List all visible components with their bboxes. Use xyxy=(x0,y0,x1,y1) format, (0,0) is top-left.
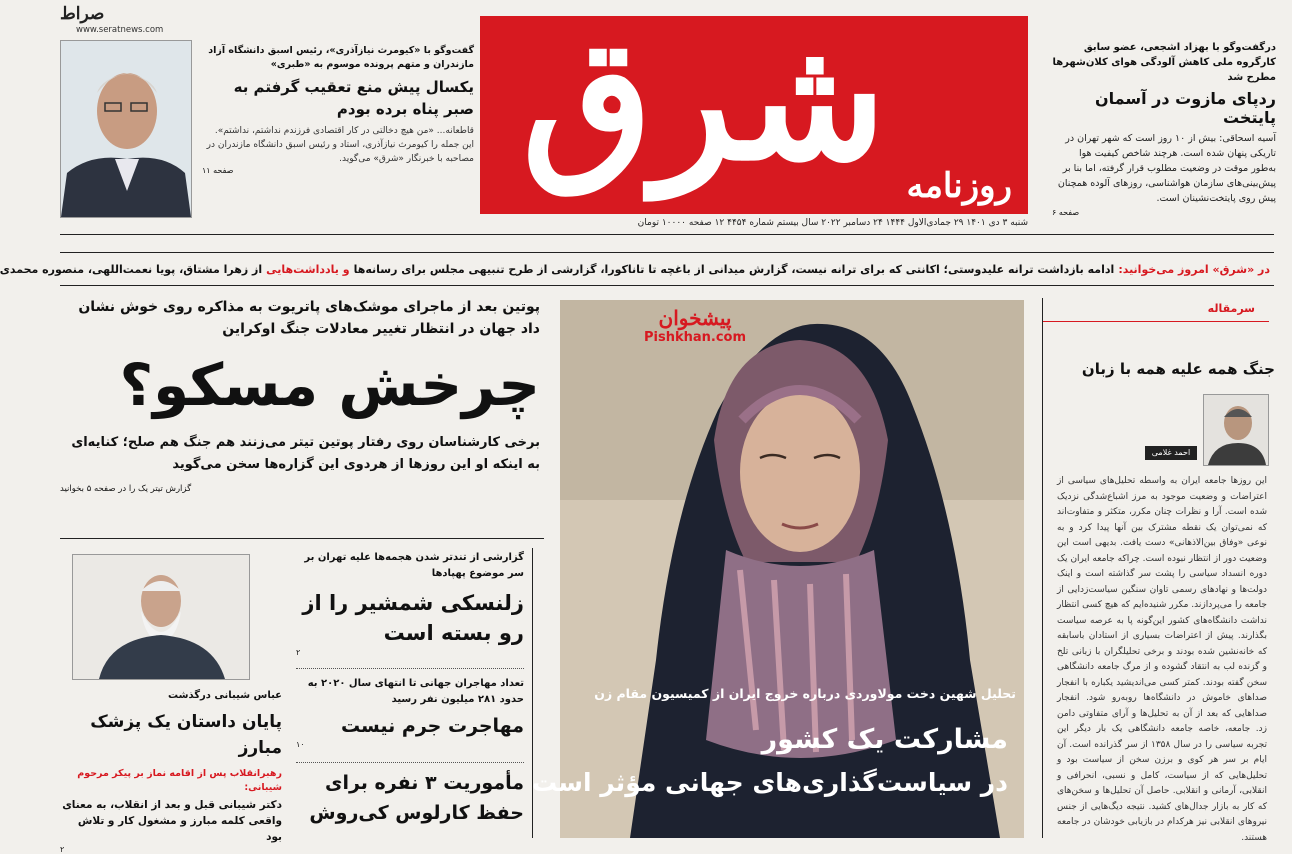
brief-item[interactable] xyxy=(296,550,524,657)
story-headline: یکسال پیش منع تعقیب گرفتم به صبر پناه برده بودم xyxy=(233,78,474,118)
cover-photo xyxy=(531,300,1024,838)
story-body: قاطعانه... «من هیچ دخالتی در کار اقتصادی فرزندم نداشتم، نداشتم». این جمله را کیومرث نیازآذری، استاد و رئیس اسبق دانشگاه مازندران در مصاحبه با خبرنگار «شرق» می‌گوید. xyxy=(206,126,474,164)
portrait-photo xyxy=(60,40,192,218)
today-label2: و یادداشت‌هایی xyxy=(266,262,350,276)
author-name: احمد غلامی xyxy=(1145,446,1197,460)
main-story[interactable] xyxy=(60,296,544,532)
photo-kicker: تحلیل شهین دخت مولاوردی درباره خروج ایران از کمیسیون مقام زن xyxy=(594,686,1016,701)
obituary-headline: پایان داستان یک پزشک مبارز xyxy=(90,712,282,758)
brief-page: ۱۰ xyxy=(296,740,305,749)
author-photo xyxy=(1203,394,1269,466)
story-page: صفحه ۶ xyxy=(1052,208,1080,217)
obituary-photo xyxy=(72,554,250,680)
today-text2: از زهرا مشتاق، پویا نعمت‌اللهی، منصوره محمدی xyxy=(0,262,263,276)
brief-headline: مأموریت ۳ نفره برای حفظ کارلوس کی‌روش xyxy=(309,772,524,824)
date-line: شنبه ۳ دی ۱۴۰۱ ۲۹ جمادی‌الاول ۱۴۴۴ ۲۴ دسامبر ۲۰۲۲ سال بیستم شماره ۴۴۵۴ ۱۲ صفحه ۱۰۰۰۰ تومان xyxy=(637,218,1028,228)
editorial-headline: جنگ همه علیه همه با زبان xyxy=(1081,360,1275,378)
brief-kicker: تعداد مهاجران جهانی تا انتهای سال ۲۰۲۰ به حدود ۲۸۱ میلیون نفر رسید xyxy=(307,678,524,705)
story-kicker: درگفت‌وگو با بهزاد اشجعی، عضو سابق کارگروه ملی کاهش آلودگی هوای کلان‌شهرها مطرح شد xyxy=(1052,42,1276,83)
watermark-site: www.seratnews.com xyxy=(76,25,164,35)
watermark xyxy=(46,4,186,36)
editorial-column[interactable] xyxy=(1042,298,1275,843)
brief-item[interactable] xyxy=(296,676,524,749)
today-label: در «شرق» امروز می‌خوانید: xyxy=(1118,262,1270,276)
brief-headline: مهاجرت جرم نیست xyxy=(340,715,524,737)
top-left-story[interactable] xyxy=(202,44,474,224)
cover-watermark xyxy=(640,306,750,345)
main-credit: گزارش تیتر یک را در صفحه ۵ بخوانید xyxy=(60,484,192,494)
divider xyxy=(296,762,524,763)
obituary-kicker: عباس شیبانی درگذشت xyxy=(168,690,282,701)
brief-item[interactable] xyxy=(296,768,524,828)
photo-headline-1: مشارکت یک کشور xyxy=(761,724,1008,755)
masthead-logo: شرق xyxy=(522,0,886,198)
story-body: آسیه اسحاقی: بیش از ۱۰ روز است که شهر تهران در تاریکی پنهان شده است. هرچند شاخص کیفیت هوا به‌طور موقت در وضعیت مطلوب قرار گرفته، اما بنا بر پیش‌بینی‌های سازمان هواشناسی، روزهای آلوده همچنان پیش روی پایتخت‌نشینان است. xyxy=(1057,133,1276,204)
brief-page: ۲ xyxy=(296,648,301,657)
obituary-page: ۲ xyxy=(60,845,65,854)
story-headline: ردپای مازوت در آسمان پایتخت xyxy=(1095,89,1276,127)
top-right-story[interactable] xyxy=(1052,40,1276,220)
editorial-section: سرمقاله xyxy=(1043,298,1269,322)
divider xyxy=(60,538,544,539)
brief-column xyxy=(292,548,533,838)
photo-headline-2: در سیاست‌گذاری‌های جهانی مؤثر است xyxy=(531,768,1008,797)
photo-story[interactable] xyxy=(531,300,1024,838)
watermark-brand: صراط xyxy=(60,4,105,24)
brief-headline: زلنسکی شمشیر را از رو بسته است xyxy=(302,591,524,645)
divider xyxy=(60,234,1274,235)
obituary-red-line: رهبرانقلاب پس از اقامه نماز بر پیکر مرحوم شیبانی: xyxy=(77,768,282,793)
obituary-body: دکتر شیبانی قبل و بعد از انقلاب، به معنای واقعی کلمه مبارز و مشغول کار و تلاش بود xyxy=(62,799,282,843)
today-text: ادامه بازداشت ترانه علیدوستی؛ اکانتی که برای ترانه نیست، گزارش میدانی از باغچه تا تاناکورا، گزارشی از طرح تنبیهی مجلس برای رسانه‌ها xyxy=(353,262,1115,276)
watermark-fa: پیشخوان xyxy=(658,306,732,330)
editorial-body: این روزها جامعه ایران به واسطه تحلیل‌های سیاسی از اعتراضات و وضعیت موجود به مرز اشباع‌شدگی نزدیک شده است. آرا و نظرات چنان مکرر، متکثر و متفاوت‌اند که نمی‌توان یک نقطه مشترک بین آنها پیدا کرد و به نوعی «وفاق بین‌الاذهانی» دست یافت. بدیهی است این وضعیت دور از انتظار نبوده است. چراکه جامعه ایران یک دوره انسداد سیاسی را پشت سر گذاشته است و اینک دولت‌ها و نهادهای رسمی تاوان سنگین سیاست‌زدایی از جامعه را می‌پردازند. مکرر شنیده‌ایم که هیچ کسی انتظار نداشت دانشگاه‌های کشور این‌گونه پا به عرصه سیاست بگذارند. پیش از اعتراضات بسیاری از استادان باسابقه که خانه‌نشین شده بودند و برخی تحلیلگران با زبانی تلخ و گزنده لب به انتقاد گشوده و از مرگ جامعه دانشگاهی سخن گفته بودند. کمتر کسی می‌اندیشید یکباره با انفجار صداهای خاموش در دانشگاه‌ها روبه‌رو شود. انفجار صداهایی که بعد از آن به تحلیل‌ها و آرای متفاوتی دامن زد. جامعه، خاصه جامعه دانشگاهی یک بار دیگر این تجربه سیاسی را در سال ۱۳۵۸ از سر گذرانده است. آن ایام بر سر هر کوی و برزن سخن از سیاست بود و تحلیل‌هایی که از سیاست، کامل و نسبی، انحرافی و انقلابی، آرمانی و انقلابی. حاصل آن تحلیل‌ها و سخن‌های که کار به بازار جدال‌های کشید. نتیجه دیگ‌هایی از جنس نیروهای انقلابی نیز هرکدام در بازیابی خودشان در جامعه هستند. xyxy=(1057,476,1268,843)
brief-kicker: گزارشی از تندتر شدن هجمه‌ها علیه تهران بر سر موضوع پهپادها xyxy=(304,552,524,579)
main-kicker: پوتین بعد از ماجرای موشک‌های پاتریوت به مذاکره روی خوش نشان داد جهان در انتظار تغییر معادلات جنگ اوکراین xyxy=(78,299,540,337)
masthead xyxy=(480,0,1028,214)
masthead-subname: روزنامه xyxy=(906,166,1012,206)
main-headline: چرخش مسکو؟ xyxy=(119,351,540,419)
divider xyxy=(296,668,524,669)
watermark-en: Pishkhan.com xyxy=(643,330,747,345)
main-dek: برخی کارشناسان روی رفتار پوتین تیتر می‌زنند هم جنگ هم صلح؛ کنایه‌ای به اینکه او این روزها از هردوی این گزاره‌ها سخن می‌گوید xyxy=(71,435,540,472)
today-bar xyxy=(0,252,1274,286)
story-page: صفحه ۱۱ xyxy=(202,166,234,175)
obituary-story[interactable] xyxy=(60,690,282,854)
story-kicker: گفت‌وگو با «کیومرث نیازآذری»، رئیس اسبق دانشگاه آزاد مازندران و متهم پرونده موسوم به «طبری» xyxy=(208,45,474,70)
